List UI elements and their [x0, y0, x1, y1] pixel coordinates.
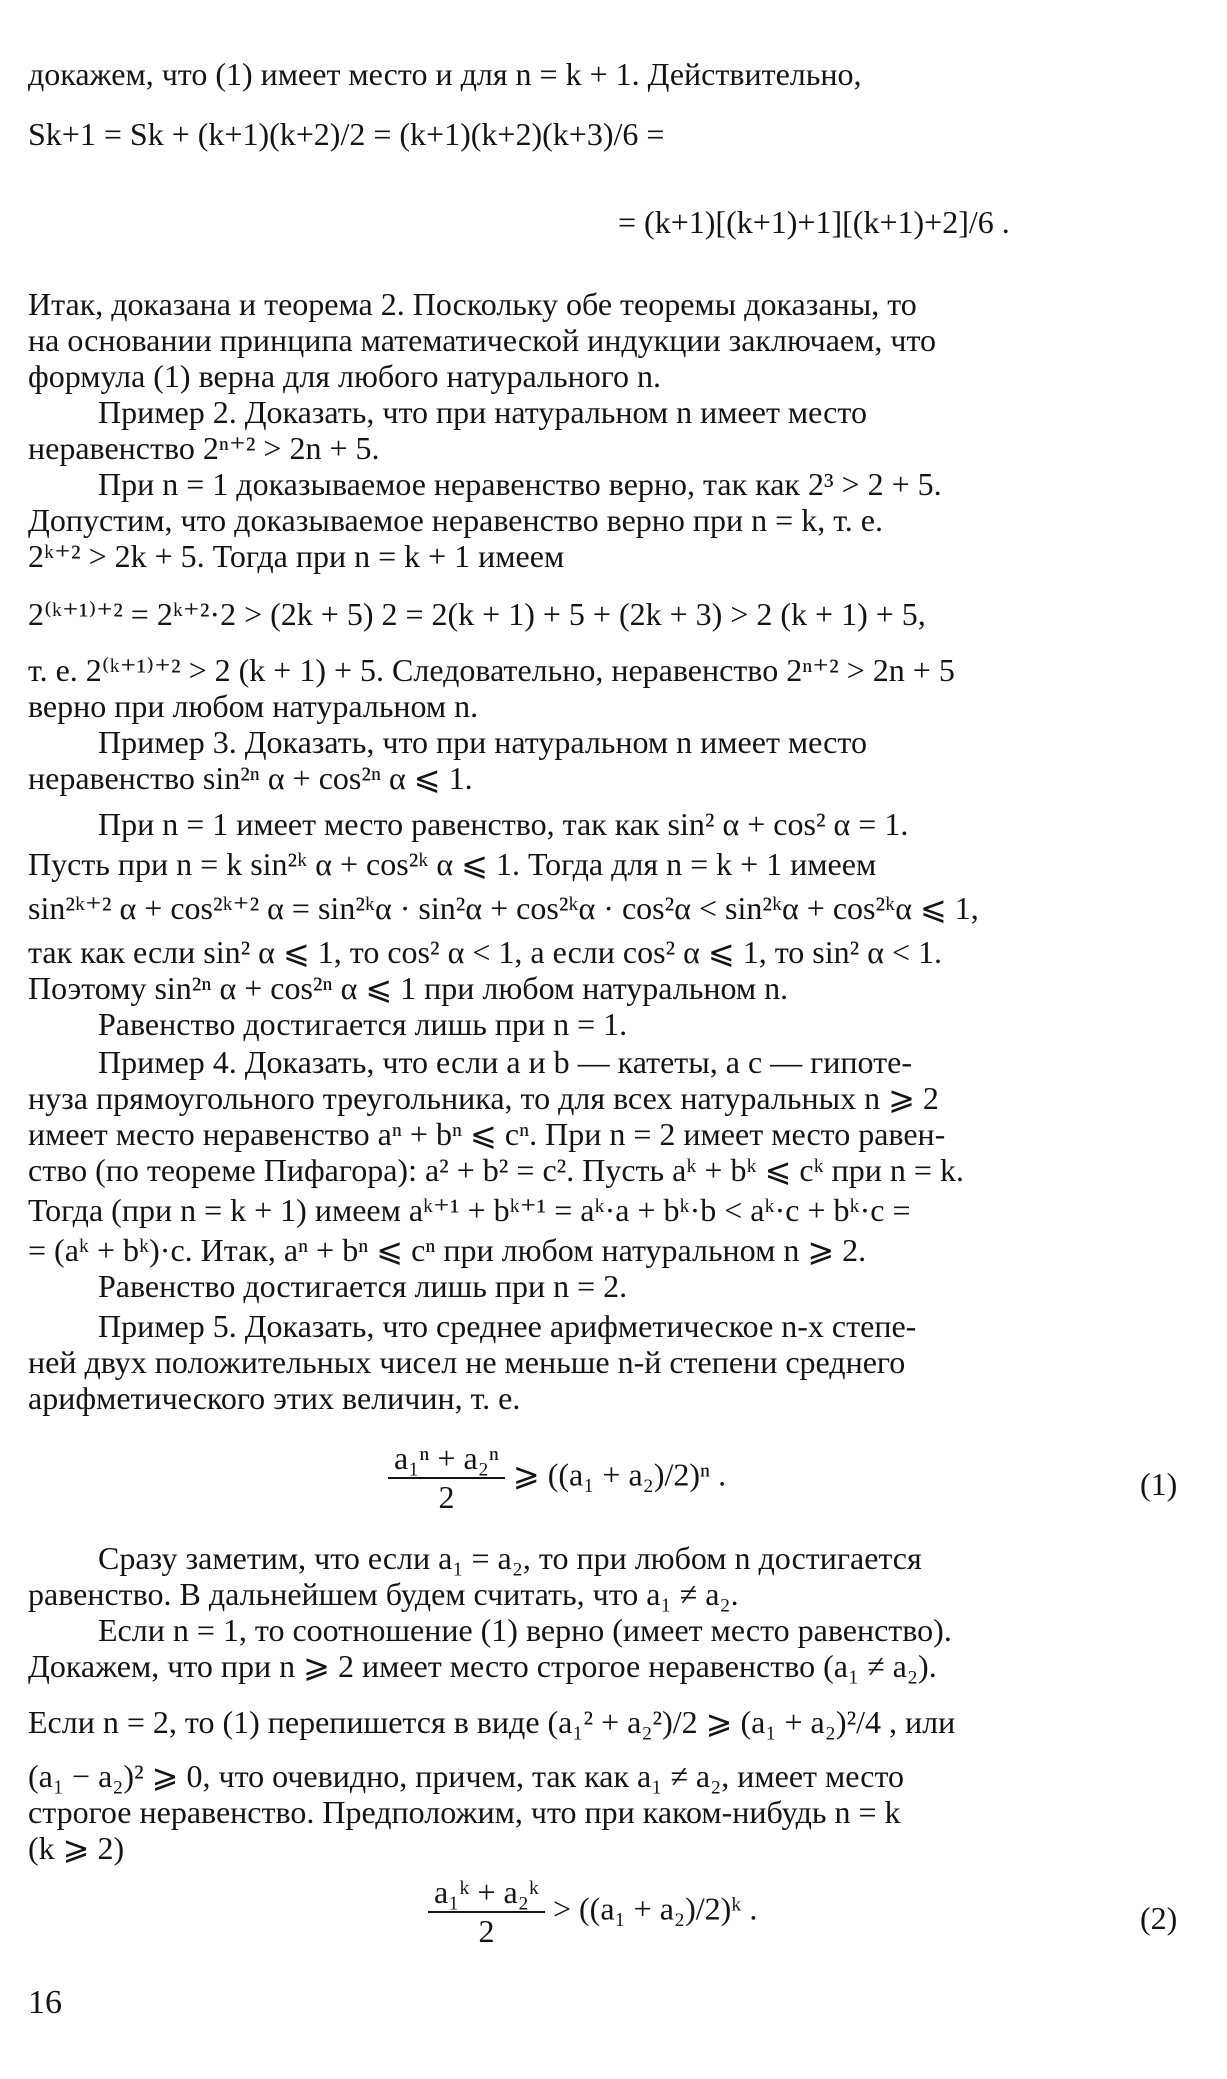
equation-1-denominator: 2 [438, 1479, 455, 1515]
page-number: 16 [28, 1984, 62, 2021]
text-line: (a₁ − a₂)² ⩾ 0, что очевидно, причем, так как a₁ ≠ a₂, имеет место [28, 1758, 905, 1794]
equation-2-denominator: 2 [478, 1913, 495, 1949]
equation-sk1: Sk+1 = Sk + (k+1)(k+2)/2 = (k+1)(k+2)(k+3)/6 = [28, 116, 665, 152]
equation-sk1-continued: = (k+1)[(k+1)+1][(k+1)+2]/6 . [618, 204, 1010, 240]
text-line: т. е. 2⁽ᵏ⁺¹⁾⁺² > 2 (k + 1) + 5. Следовательно, неравенство 2ⁿ⁺² > 2n + 5 [28, 652, 955, 688]
text-line: Итак, доказана и теорема 2. Поскольку обе теоремы доказаны, то [28, 286, 917, 322]
text-line: Если n = 2, то (1) перепишется в виде (a₁² + a₂²)/2 ⩾ (a₁ + a₂)²/4 , или [28, 1704, 956, 1740]
text-line: неравенство sin²ⁿ α + cos²ⁿ α ⩽ 1. [28, 760, 473, 796]
text-line: Поэтому sin²ⁿ α + cos²ⁿ α ⩽ 1 при любом натуральном n. [28, 970, 789, 1006]
text-line: Равенство достигается лишь при n = 1. [98, 1006, 628, 1042]
text-line: имеет место неравенство aⁿ + bⁿ ⩽ cⁿ. При n = 2 имеет место равен- [28, 1116, 946, 1152]
text-line: Допустим, что доказываемое неравенство верно при n = k, т. е. [28, 502, 883, 538]
text-line: Докажем, что при n ⩾ 2 имеет место строгое неравенство (a₁ ≠ a₂). [28, 1648, 937, 1684]
text-line: так как если sin² α ⩽ 1, то cos² α < 1, а если cos² α ⩽ 1, то sin² α < 1. [28, 934, 943, 970]
text-line: докажем, что (1) имеет место и для n = k + 1. Действительно, [28, 56, 862, 92]
text-line: арифметического этих величин, т. е. [28, 1380, 521, 1416]
text-line: (k ⩾ 2) [28, 1830, 125, 1866]
equation-2-numerator: a₁ᵏ + a₂ᵏ [428, 1874, 545, 1913]
formula-line: 2⁽ᵏ⁺¹⁾⁺² = 2ᵏ⁺²·2 > (2k + 5) 2 = 2(k + 1) + 5 + (2k + 3) > 2 (k + 1) + 5, [28, 596, 926, 632]
example-heading: Пример 3. Доказать, что при натуральном n имеет место [98, 724, 867, 760]
text-line: строгое неравенство. Предположим, что при каком-нибудь n = k [28, 1794, 901, 1830]
text-line: = (aᵏ + bᵏ)·c. Итак, aⁿ + bⁿ ⩽ cⁿ при любом натуральном n ⩾ 2. [28, 1232, 867, 1268]
equation-2-rhs: > ((a₁ + a₂)/2)ᵏ . [552, 1890, 758, 1927]
example-heading: Пример 2. Доказать, что при натуральном n имеет место [98, 394, 867, 430]
text-line: верно при любом натуральном n. [28, 688, 479, 724]
equation-1-rhs: ⩾ ((a₁ + a₂)/2)ⁿ . [512, 1456, 727, 1493]
text-line: на основании принципа математической индукции заключаем, что [28, 322, 937, 358]
text-line: равенство. В дальнейшем будем считать, что a₁ ≠ a₂. [28, 1576, 739, 1612]
text-line: При n = 1 доказываемое неравенство верно, так как 2³ > 2 + 5. [98, 466, 942, 502]
text-line: ней двух положительных чисел не меньше n-й степени среднего [28, 1344, 906, 1380]
equation-number: (1) [1140, 1466, 1178, 1502]
equation-2 [428, 1874, 757, 1950]
text-line: При n = 1 имеет место равенство, так как sin² α + cos² α = 1. [98, 806, 909, 842]
text-line: формула (1) верна для любого натурального n. [28, 358, 662, 394]
equation-number: (2) [1140, 1900, 1178, 1936]
text-line: Равенство достигается лишь при n = 2. [98, 1268, 628, 1304]
text-line: Пусть при n = k sin²ᵏ α + cos²ᵏ α ⩽ 1. Тогда для n = k + 1 имеем [28, 846, 877, 882]
text-line: неравенство 2ⁿ⁺² > 2n + 5. [28, 430, 380, 466]
example-heading: Пример 5. Доказать, что среднее арифметическое n-х степе- [98, 1308, 917, 1344]
text-line: Если n = 1, то соотношение (1) верно (имеет место равенство). [98, 1612, 952, 1648]
example-heading: Пример 4. Доказать, что если a и b — катеты, а c — гипоте- [98, 1044, 912, 1080]
text-line: Сразу заметим, что если a₁ = a₂, то при любом n достигается [98, 1540, 922, 1576]
text-line: ство (по теореме Пифагора): a² + b² = c². Пусть aᵏ + bᵏ ⩽ cᵏ при n = k. [28, 1152, 964, 1188]
formula-line: sin²ᵏ⁺² α + cos²ᵏ⁺² α = sin²ᵏα · sin²α + cos²ᵏα · cos²α < sin²ᵏα + cos²ᵏα ⩽ 1, [28, 890, 979, 926]
text-line: Тогда (при n = k + 1) имеем aᵏ⁺¹ + bᵏ⁺¹ = aᵏ·a + bᵏ·b < aᵏ·c + bᵏ·c = [28, 1192, 911, 1228]
equation-2-fraction [428, 1874, 545, 1950]
text-line: 2ᵏ⁺² > 2k + 5. Тогда при n = k + 1 имеем [28, 538, 565, 574]
equation-1-fraction [388, 1440, 505, 1516]
equation-1-numerator: a₁ⁿ + a₂ⁿ [388, 1440, 505, 1479]
text-line: нуза прямоугольного треугольника, то для всех натуральных n ⩾ 2 [28, 1080, 939, 1116]
equation-1 [388, 1440, 726, 1516]
